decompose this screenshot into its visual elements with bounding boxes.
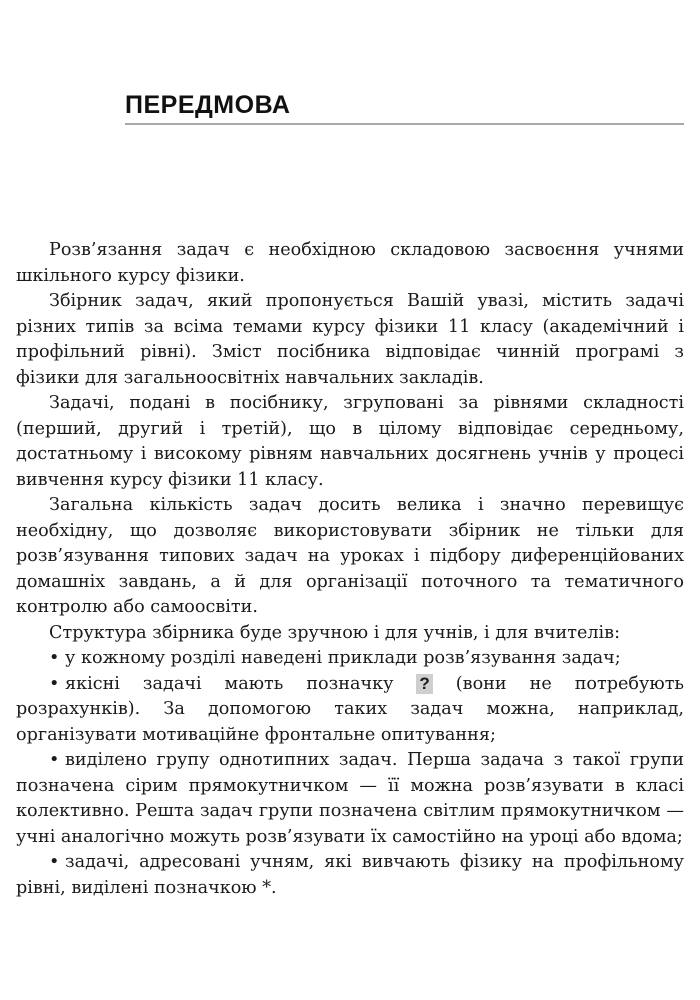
bullet-text-after: (вони не потребують розрахунків). За допомогою таких задач можна, наприклад, організувати мотиваційне фронтальне опитування; bbox=[16, 673, 685, 745]
paragraph-3: Задачі, подані в посібнику, згруповані за рівнями складності (перший, другий і третій), що в цілому відповідає середньому, достатньому і високому рівням навчальних досягнень учнів у процесі вивчення курсу фізики 11 класу. bbox=[16, 393, 684, 490]
question-mark-icon: ? bbox=[416, 674, 432, 694]
bullet-item-profile bbox=[16, 850, 684, 901]
bullet-item-examples bbox=[16, 646, 684, 672]
bullet-marker: • bbox=[49, 648, 60, 668]
page-title: ПЕРЕДМОВА bbox=[125, 91, 291, 119]
paragraph-5: Структура збірника буде зручною і для учнів, і для вчителів: bbox=[49, 622, 621, 643]
bullet-marker: • bbox=[49, 673, 60, 694]
paragraph-2: Збірник задач, який пропонується Вашій увазі, містить задачі різних типів за всіма темами курсу фізики 11 класу (академічний і профільний рівні). Зміст посібника відповідає чинній програмі з фізики для загальноосвітніх навчальних закладів. bbox=[16, 291, 684, 388]
bullet-text: задачі, адресовані учням, які вивчають фізику на профільному рівні, виділені позначкою *. bbox=[16, 852, 684, 898]
bullet-item-groups bbox=[16, 748, 684, 850]
bullet-text: виділено групу однотипних задач. Перша задача з такої групи позначена сірим прямокутничком — її можна розв’язувати в класі колективно. Решта задач групи позначена світлим прямокутничком — учні аналогічно можуть розв’язувати їх самостійно на уроці або вдома; bbox=[16, 750, 684, 847]
bullet-marker: • bbox=[49, 750, 60, 770]
title-underline bbox=[125, 123, 684, 125]
heading-block bbox=[125, 88, 684, 125]
paragraph-4: Загальна кількість задач досить велика і значно перевищує необхідну, що дозволяє використовувати збірник не тільки для розв’язування типових задач на уроках і підбору диференційованих домашніх завдань, а й для організації поточного та тематичного контролю або самоосвіти. bbox=[16, 495, 684, 617]
bullet-text-before: якісні задачі мають позначку bbox=[65, 673, 394, 694]
paragraph-1: Розв’язання задач є необхідною складовою засвоєння учнями шкільного курсу фізики. bbox=[16, 240, 684, 286]
bullet-text: у кожному розділі наведені приклади розв’язування задач; bbox=[65, 648, 621, 668]
bullet-marker: • bbox=[49, 852, 60, 872]
bullet-item-qualitative bbox=[16, 672, 684, 749]
body-text bbox=[16, 238, 684, 901]
